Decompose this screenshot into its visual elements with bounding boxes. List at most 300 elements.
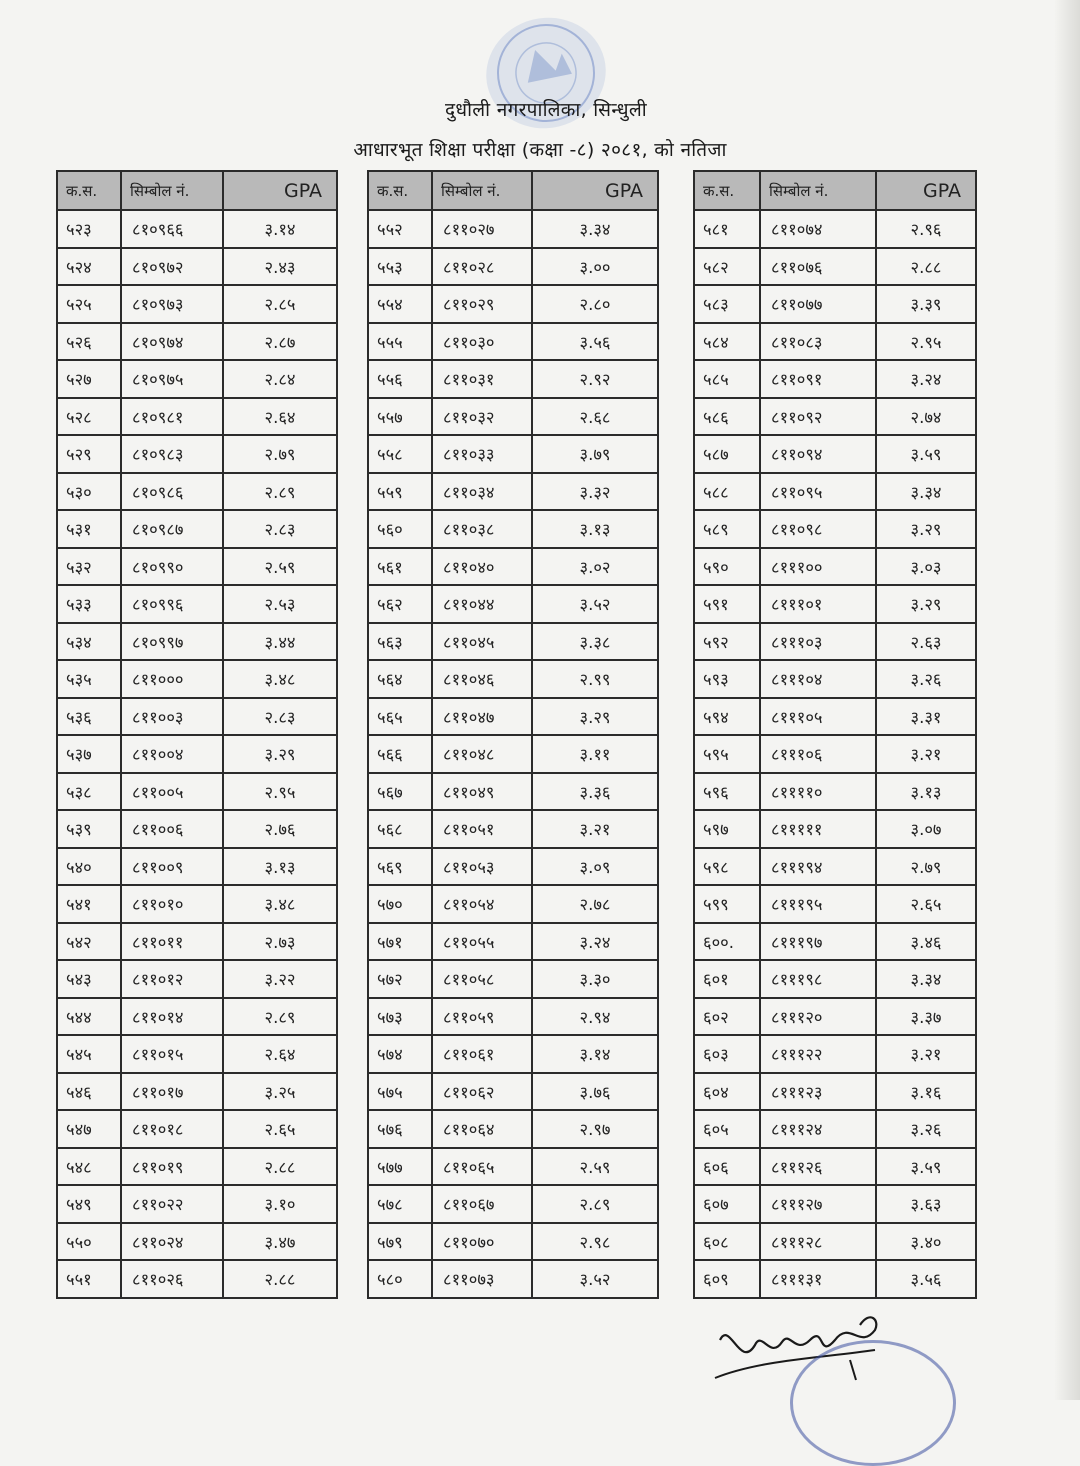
symbol-number-cell: ८११०१९ xyxy=(121,1148,223,1186)
gpa-cell: ३.४४ xyxy=(223,623,337,661)
serial-cell: ५८७ xyxy=(694,435,760,473)
result-row xyxy=(57,998,337,1036)
result-row xyxy=(694,323,976,361)
result-row xyxy=(57,885,337,923)
serial-cell: ५९७ xyxy=(694,810,760,848)
symbol-number-cell: ८१११३१ xyxy=(760,1260,876,1298)
symbol-number-cell: ८१११२३ xyxy=(760,1073,876,1111)
serial-cell: ६००. xyxy=(694,923,760,961)
serial-cell: ५७१ xyxy=(368,923,432,961)
symbol-number-cell: ८१०९७३ xyxy=(121,285,223,323)
result-row xyxy=(57,548,337,586)
result-row xyxy=(694,960,976,998)
symbol-number-cell: ८१०९६६ xyxy=(121,210,223,248)
symbol-number-cell: ८११०५५ xyxy=(432,923,532,961)
result-row xyxy=(368,623,658,661)
serial-cell: ६०१ xyxy=(694,960,760,998)
page-edge-shadow xyxy=(1054,0,1080,1400)
gpa-cell: ३.२९ xyxy=(532,698,658,736)
gpa-cell: ३.३८ xyxy=(532,623,658,661)
serial-cell: ५५९ xyxy=(368,473,432,511)
result-row xyxy=(57,1035,337,1073)
result-row xyxy=(368,435,658,473)
gpa-cell: २.७९ xyxy=(223,435,337,473)
result-row xyxy=(694,848,976,886)
serial-cell: ६०६ xyxy=(694,1148,760,1186)
result-row xyxy=(368,1185,658,1223)
result-row xyxy=(694,998,976,1036)
serial-cell: ५२९ xyxy=(57,435,121,473)
result-row xyxy=(57,1223,337,1261)
serial-cell: ५८६ xyxy=(694,398,760,436)
symbol-number-cell: ८११००५ xyxy=(121,773,223,811)
result-row xyxy=(694,285,976,323)
serial-cell: ५८० xyxy=(368,1260,432,1298)
symbol-number-cell: ८११०१२ xyxy=(121,960,223,998)
gpa-cell: ३.०३ xyxy=(876,548,976,586)
symbol-number-cell: ८१०९७२ xyxy=(121,248,223,286)
serial-cell: ५२३ xyxy=(57,210,121,248)
result-row xyxy=(57,735,337,773)
gpa-cell: ३.५२ xyxy=(532,1260,658,1298)
serial-header: क.स. xyxy=(694,171,760,210)
symbol-number-cell: ८११०६२ xyxy=(432,1073,532,1111)
result-row xyxy=(694,698,976,736)
gpa-cell: २.८३ xyxy=(223,698,337,736)
gpa-cell: २.९८ xyxy=(532,1223,658,1261)
symbol-number-cell: ८११००४ xyxy=(121,735,223,773)
symbol-number-cell: ८११०५४ xyxy=(432,885,532,923)
serial-cell: ५६२ xyxy=(368,585,432,623)
symbol-number-cell: ८१११२० xyxy=(760,998,876,1036)
symbol-number-cell: ८११०५१ xyxy=(432,810,532,848)
gpa-cell: २.८९ xyxy=(223,998,337,1036)
gpa-cell: ३.३१ xyxy=(876,698,976,736)
serial-cell: ५६० xyxy=(368,510,432,548)
serial-cell: ५९१ xyxy=(694,585,760,623)
result-row xyxy=(368,323,658,361)
serial-cell: ५३९ xyxy=(57,810,121,848)
symbol-number-cell: ८११०२४ xyxy=(121,1223,223,1261)
serial-cell: ५४२ xyxy=(57,923,121,961)
result-row xyxy=(694,210,976,248)
gpa-cell: ३.६३ xyxy=(876,1185,976,1223)
serial-header: क.स. xyxy=(368,171,432,210)
gpa-cell: ३.४८ xyxy=(223,660,337,698)
result-row xyxy=(368,1260,658,1298)
symbol-number-cell: ८११०५८ xyxy=(432,960,532,998)
result-row xyxy=(694,1035,976,1073)
serial-cell: ५६७ xyxy=(368,773,432,811)
result-row xyxy=(368,360,658,398)
serial-cell: ५९३ xyxy=(694,660,760,698)
symbol-number-cell: ८१११०५ xyxy=(760,698,876,736)
result-row xyxy=(694,1073,976,1111)
serial-cell: ५५७ xyxy=(368,398,432,436)
result-row xyxy=(368,210,658,248)
result-row xyxy=(694,360,976,398)
serial-cell: ५६८ xyxy=(368,810,432,848)
symbol-number-cell: ८११०२९ xyxy=(432,285,532,323)
gpa-header: GPA xyxy=(532,171,658,210)
gpa-cell: २.९५ xyxy=(876,323,976,361)
serial-cell: ५९० xyxy=(694,548,760,586)
gpa-cell: २.९६ xyxy=(876,210,976,248)
symbol-number-cell: ८१०९८३ xyxy=(121,435,223,473)
symbol-number-cell: ८११०७४ xyxy=(760,210,876,248)
serial-cell: ५९९ xyxy=(694,885,760,923)
result-row xyxy=(57,923,337,961)
serial-cell: ५५० xyxy=(57,1223,121,1261)
gpa-cell: ३.४८ xyxy=(223,885,337,923)
gpa-cell: २.९२ xyxy=(532,360,658,398)
symbol-header: सिम्बोल नं. xyxy=(760,171,876,210)
serial-cell: ५४१ xyxy=(57,885,121,923)
serial-cell: ५७० xyxy=(368,885,432,923)
serial-cell: ५६४ xyxy=(368,660,432,698)
serial-cell: ५३० xyxy=(57,473,121,511)
symbol-number-cell: ८११०३८ xyxy=(432,510,532,548)
serial-cell: ५५४ xyxy=(368,285,432,323)
symbol-number-cell: ८११०४४ xyxy=(432,585,532,623)
serial-cell: ५५६ xyxy=(368,360,432,398)
result-row xyxy=(368,735,658,773)
symbol-number-cell: ८११०१५ xyxy=(121,1035,223,1073)
gpa-cell: ३.१३ xyxy=(223,848,337,886)
result-row xyxy=(57,285,337,323)
result-row xyxy=(694,510,976,548)
gpa-cell: २.५९ xyxy=(223,548,337,586)
result-row xyxy=(368,698,658,736)
gpa-cell: ३.३४ xyxy=(876,473,976,511)
gpa-cell: २.९७ xyxy=(532,1110,658,1148)
results-table-1 xyxy=(56,170,338,1299)
result-row xyxy=(694,1148,976,1186)
serial-cell: ५२५ xyxy=(57,285,121,323)
symbol-number-cell: ८१११२६ xyxy=(760,1148,876,1186)
symbol-number-cell: ८११०४७ xyxy=(432,698,532,736)
symbol-number-cell: ८१११९५ xyxy=(760,885,876,923)
gpa-cell: ३.२९ xyxy=(876,585,976,623)
serial-header: क.स. xyxy=(57,171,121,210)
symbol-number-cell: ८११०३१ xyxy=(432,360,532,398)
result-row xyxy=(57,248,337,286)
result-row xyxy=(694,773,976,811)
gpa-cell: ३.०० xyxy=(532,248,658,286)
symbol-number-cell: ८११०४० xyxy=(432,548,532,586)
result-row xyxy=(368,1110,658,1148)
gpa-cell: ३.२५ xyxy=(223,1073,337,1111)
gpa-cell: ३.२१ xyxy=(876,735,976,773)
serial-cell: ५८९ xyxy=(694,510,760,548)
symbol-number-cell: ८११००३ xyxy=(121,698,223,736)
symbol-number-cell: ८१०९९७ xyxy=(121,623,223,661)
serial-cell: ५४० xyxy=(57,848,121,886)
gpa-cell: २.७८ xyxy=(532,885,658,923)
gpa-cell: २.८८ xyxy=(223,1148,337,1186)
serial-cell: ६०४ xyxy=(694,1073,760,1111)
symbol-number-cell: ८१११२४ xyxy=(760,1110,876,1148)
result-row xyxy=(694,660,976,698)
symbol-number-cell: ८१०९८७ xyxy=(121,510,223,548)
gpa-cell: ३.१६ xyxy=(876,1073,976,1111)
serial-cell: ५३५ xyxy=(57,660,121,698)
serial-cell: ५७६ xyxy=(368,1110,432,1148)
result-row xyxy=(368,848,658,886)
serial-cell: ५४९ xyxy=(57,1185,121,1223)
gpa-cell: २.८० xyxy=(532,285,658,323)
symbol-number-cell: ८१११०४ xyxy=(760,660,876,698)
result-row xyxy=(694,1223,976,1261)
symbol-number-cell: ८११०८३ xyxy=(760,323,876,361)
symbol-number-cell: ८११०९२ xyxy=(760,398,876,436)
gpa-cell: २.८४ xyxy=(223,360,337,398)
serial-cell: ५३३ xyxy=(57,585,121,623)
gpa-cell: ३.३९ xyxy=(876,285,976,323)
serial-cell: ६०३ xyxy=(694,1035,760,1073)
serial-cell: ५९२ xyxy=(694,623,760,661)
symbol-number-cell: ८११०५९ xyxy=(432,998,532,1036)
result-row xyxy=(368,885,658,923)
results-table-3 xyxy=(693,170,977,1299)
result-row xyxy=(694,548,976,586)
serial-cell: ५८३ xyxy=(694,285,760,323)
symbol-number-cell: ८१११२७ xyxy=(760,1185,876,1223)
result-row xyxy=(57,435,337,473)
serial-cell: ५४८ xyxy=(57,1148,121,1186)
serial-cell: ५९६ xyxy=(694,773,760,811)
symbol-number-cell: ८११०६७ xyxy=(432,1185,532,1223)
gpa-cell: २.६३ xyxy=(876,623,976,661)
symbol-number-cell: ८११००९ xyxy=(121,848,223,886)
result-row xyxy=(694,398,976,436)
symbol-number-cell: ८१०९७५ xyxy=(121,360,223,398)
symbol-number-cell: ८१११०० xyxy=(760,548,876,586)
gpa-cell: ३.५९ xyxy=(876,435,976,473)
serial-cell: ५२४ xyxy=(57,248,121,286)
gpa-cell: २.९९ xyxy=(532,660,658,698)
symbol-number-cell: ८१११०६ xyxy=(760,735,876,773)
serial-cell: ५८४ xyxy=(694,323,760,361)
symbol-number-cell: ८११०४९ xyxy=(432,773,532,811)
gpa-cell: ३.३४ xyxy=(532,210,658,248)
serial-cell: ५५८ xyxy=(368,435,432,473)
gpa-header: GPA xyxy=(223,171,337,210)
symbol-number-cell: ८११०५३ xyxy=(432,848,532,886)
symbol-number-cell: ८११०१० xyxy=(121,885,223,923)
result-row xyxy=(368,773,658,811)
gpa-cell: २.६४ xyxy=(223,398,337,436)
result-row xyxy=(694,1185,976,1223)
serial-cell: ५३६ xyxy=(57,698,121,736)
symbol-header: सिम्बोल नं. xyxy=(121,171,223,210)
gpa-cell: ३.०७ xyxy=(876,810,976,848)
symbol-number-cell: ८११०६४ xyxy=(432,1110,532,1148)
symbol-number-cell: ८१११०१ xyxy=(760,585,876,623)
result-row xyxy=(694,1110,976,1148)
result-row xyxy=(368,810,658,848)
result-row xyxy=(694,435,976,473)
serial-cell: ५४५ xyxy=(57,1035,121,1073)
serial-cell: ५४३ xyxy=(57,960,121,998)
gpa-cell: ३.२९ xyxy=(223,735,337,773)
serial-cell: ५७३ xyxy=(368,998,432,1036)
gpa-cell: ३.२६ xyxy=(876,660,976,698)
gpa-cell: २.८५ xyxy=(223,285,337,323)
symbol-number-cell: ८११०११ xyxy=(121,923,223,961)
result-row xyxy=(57,960,337,998)
municipality-title: दुधौली नगरपालिका, सिन्धुली xyxy=(445,99,647,121)
gpa-cell: ३.७६ xyxy=(532,1073,658,1111)
gpa-cell: ३.२२ xyxy=(223,960,337,998)
serial-cell: ५७४ xyxy=(368,1035,432,1073)
result-row xyxy=(57,623,337,661)
symbol-number-cell: ८११०७७ xyxy=(760,285,876,323)
gpa-cell: ३.५६ xyxy=(532,323,658,361)
symbol-number-cell: ८११०३४ xyxy=(432,473,532,511)
gpa-cell: ३.२१ xyxy=(876,1035,976,1073)
gpa-header: GPA xyxy=(876,171,976,210)
symbol-number-cell: ८११०९४ xyxy=(760,435,876,473)
result-row xyxy=(57,360,337,398)
symbol-number-cell: ८११०७६ xyxy=(760,248,876,286)
gpa-cell: ३.२९ xyxy=(876,510,976,548)
symbol-number-cell: ८११०६५ xyxy=(432,1148,532,1186)
gpa-cell: ३.१४ xyxy=(223,210,337,248)
gpa-cell: ३.२६ xyxy=(876,1110,976,1148)
symbol-number-cell: ८१११९८ xyxy=(760,960,876,998)
serial-cell: ५८५ xyxy=(694,360,760,398)
serial-cell: ५९४ xyxy=(694,698,760,736)
gpa-cell: २.७३ xyxy=(223,923,337,961)
gpa-cell: २.८९ xyxy=(223,473,337,511)
gpa-cell: ३.७९ xyxy=(532,435,658,473)
result-row xyxy=(694,923,976,961)
serial-cell: ५६१ xyxy=(368,548,432,586)
serial-cell: ५७८ xyxy=(368,1185,432,1223)
serial-cell: ५२८ xyxy=(57,398,121,436)
serial-cell: ५९५ xyxy=(694,735,760,773)
serial-cell: ५५५ xyxy=(368,323,432,361)
result-row xyxy=(57,473,337,511)
result-row xyxy=(57,773,337,811)
serial-cell: ५६६ xyxy=(368,735,432,773)
gpa-cell: ३.२१ xyxy=(532,810,658,848)
symbol-number-cell: ८११०३२ xyxy=(432,398,532,436)
symbol-number-cell: ८१०९८१ xyxy=(121,398,223,436)
gpa-cell: २.७६ xyxy=(223,810,337,848)
result-row xyxy=(368,285,658,323)
symbol-number-cell: ८१११९४ xyxy=(760,848,876,886)
serial-cell: ६०८ xyxy=(694,1223,760,1261)
symbol-number-cell: ८११०३० xyxy=(432,323,532,361)
serial-cell: ६०९ xyxy=(694,1260,760,1298)
serial-cell: ५५१ xyxy=(57,1260,121,1298)
result-row xyxy=(368,1073,658,1111)
gpa-cell: ३.४७ xyxy=(223,1223,337,1261)
gpa-cell: २.९४ xyxy=(532,998,658,1036)
result-row xyxy=(368,548,658,586)
result-row xyxy=(368,998,658,1036)
symbol-number-cell: ८११०४६ xyxy=(432,660,532,698)
gpa-cell: २.८७ xyxy=(223,323,337,361)
serial-cell: ५६३ xyxy=(368,623,432,661)
serial-cell: ६०७ xyxy=(694,1185,760,1223)
result-row xyxy=(368,585,658,623)
result-row xyxy=(57,510,337,548)
gpa-cell: ३.४० xyxy=(876,1223,976,1261)
exam-title: आधारभूत शिक्षा परीक्षा (कक्षा -८) २०८१, को नतिजा xyxy=(353,139,727,161)
serial-cell: ५४४ xyxy=(57,998,121,1036)
result-row xyxy=(368,473,658,511)
result-row xyxy=(368,248,658,286)
result-row xyxy=(694,585,976,623)
result-row xyxy=(694,623,976,661)
result-row xyxy=(694,1260,976,1298)
symbol-number-cell: ८१०९८६ xyxy=(121,473,223,511)
gpa-cell: २.५३ xyxy=(223,585,337,623)
result-row xyxy=(694,248,976,286)
serial-cell: ५६९ xyxy=(368,848,432,886)
gpa-cell: ३.३६ xyxy=(532,773,658,811)
gpa-cell: २.८८ xyxy=(223,1260,337,1298)
gpa-cell: ३.१३ xyxy=(532,510,658,548)
symbol-number-cell: ८११०२६ xyxy=(121,1260,223,1298)
gpa-cell: ३.५९ xyxy=(876,1148,976,1186)
result-row xyxy=(57,210,337,248)
gpa-cell: ३.१४ xyxy=(532,1035,658,1073)
result-row xyxy=(57,1110,337,1148)
inspector-seal xyxy=(790,1340,956,1466)
gpa-cell: २.५९ xyxy=(532,1148,658,1186)
result-row xyxy=(57,323,337,361)
gpa-cell: ३.११ xyxy=(532,735,658,773)
gpa-cell: २.८८ xyxy=(876,248,976,286)
result-row xyxy=(57,698,337,736)
gpa-cell: ३.२४ xyxy=(876,360,976,398)
serial-cell: ५५२ xyxy=(368,210,432,248)
serial-cell: ५३१ xyxy=(57,510,121,548)
gpa-cell: २.६५ xyxy=(876,885,976,923)
symbol-header: सिम्बोल नं. xyxy=(432,171,532,210)
gpa-cell: २.८९ xyxy=(532,1185,658,1223)
gpa-cell: २.९५ xyxy=(223,773,337,811)
symbol-number-cell: ८१०९९० xyxy=(121,548,223,586)
serial-cell: ५७९ xyxy=(368,1223,432,1261)
symbol-number-cell: ८११०२२ xyxy=(121,1185,223,1223)
gpa-cell: ३.३४ xyxy=(876,960,976,998)
gpa-cell: ३.१० xyxy=(223,1185,337,1223)
serial-cell: ५२७ xyxy=(57,360,121,398)
gpa-cell: ३.५६ xyxy=(876,1260,976,1298)
result-row xyxy=(694,885,976,923)
symbol-number-cell: ८१११०३ xyxy=(760,623,876,661)
result-row xyxy=(57,1148,337,1186)
result-row xyxy=(368,510,658,548)
gpa-cell: ३.०९ xyxy=(532,848,658,886)
result-row xyxy=(57,398,337,436)
serial-cell: ५३७ xyxy=(57,735,121,773)
serial-cell: ५७७ xyxy=(368,1148,432,1186)
result-row xyxy=(57,1185,337,1223)
result-row xyxy=(368,1223,658,1261)
gpa-cell: ३.३७ xyxy=(876,998,976,1036)
serial-cell: ५३४ xyxy=(57,623,121,661)
symbol-number-cell: ८११०९८ xyxy=(760,510,876,548)
gpa-cell: २.७९ xyxy=(876,848,976,886)
gpa-cell: २.६५ xyxy=(223,1110,337,1148)
serial-cell: ५५३ xyxy=(368,248,432,286)
